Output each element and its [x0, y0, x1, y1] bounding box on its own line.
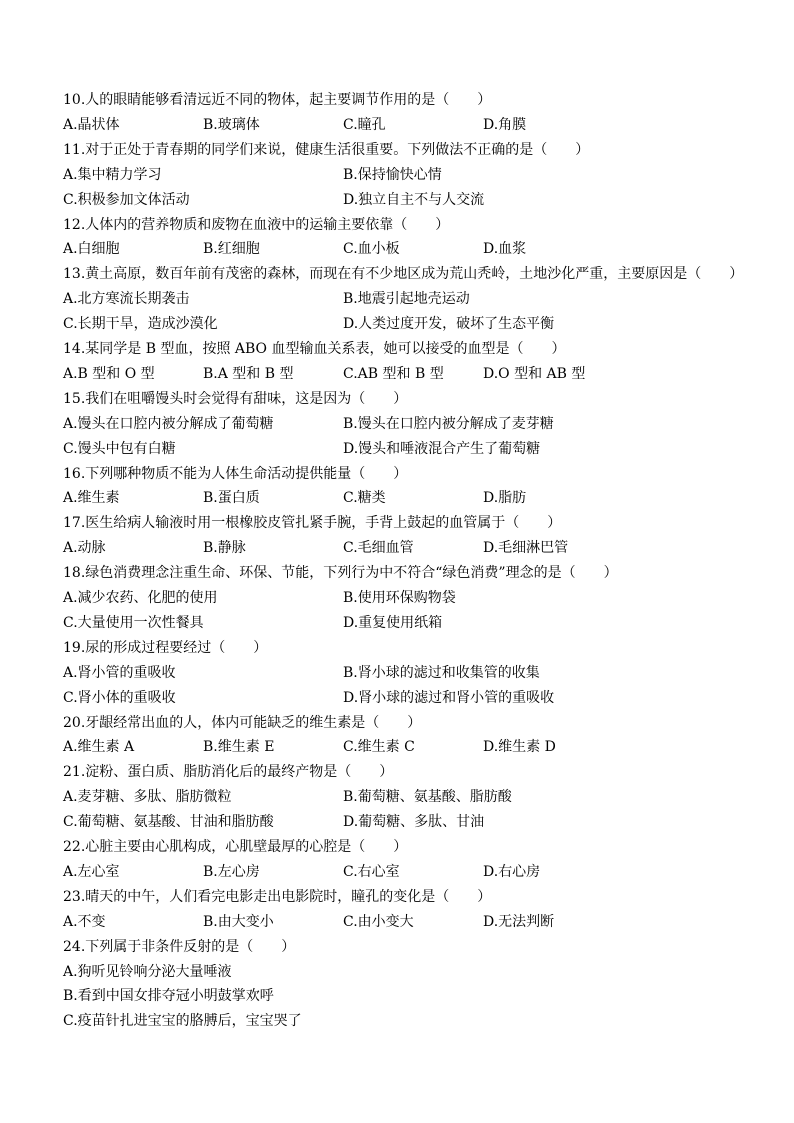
option: A.左心室 [63, 863, 120, 880]
option: B.肾小球的滤过和收集管的收集 [343, 664, 540, 681]
options-row [63, 962, 763, 982]
option: A.馒头在口腔内被分解成了葡萄糖 [63, 415, 274, 432]
options-row [63, 588, 763, 608]
option: A.维生素 [63, 490, 120, 507]
option: C.右心室 [343, 863, 400, 880]
option: D.无法判断 [483, 913, 555, 930]
option: D.葡萄糖、多肽、甘油 [343, 814, 485, 831]
option: B.葡萄糖、氨基酸、脂肪酸 [343, 789, 512, 806]
option: A.麦芽糖、多肽、脂肪微粒 [63, 789, 232, 806]
question-stem: 10.人的眼睛能够看清远近不同的物体，起主要调节作用的是（ ） [63, 92, 492, 108]
option: A.B 型和 O 型 [63, 365, 155, 382]
option: D.馒头和唾液混合产生了葡萄糖 [343, 440, 541, 457]
options-row [63, 613, 763, 633]
options-row [63, 538, 763, 558]
option: D.脂肪 [483, 490, 527, 507]
options-row [63, 439, 763, 459]
option: A.维生素 A [63, 739, 135, 756]
question-stem: 23.晴天的中午，人们看完电影走出电影院时，瞳孔的变化是（ ） [63, 888, 492, 905]
options-row [63, 165, 763, 185]
options-row [63, 787, 763, 807]
option: A.白细胞 [63, 241, 120, 258]
options-row [63, 289, 763, 309]
option: C.瞳孔 [343, 116, 386, 133]
options-row [63, 488, 763, 508]
option: B.馒头在口腔内被分解成了麦芽糖 [343, 415, 554, 432]
option: B.A 型和 B 型 [203, 365, 294, 382]
option: D.毛细淋巴管 [483, 540, 569, 557]
option: C.毛细血管 [343, 540, 414, 557]
option: B.左心房 [203, 863, 260, 880]
options-row [63, 688, 763, 708]
option: A.肾小管的重吸收 [63, 664, 176, 681]
options-row [63, 239, 763, 259]
options-row [63, 862, 763, 882]
option: C.长期干旱，造成沙漠化 [63, 316, 218, 333]
option: C.葡萄糖、氨基酸、甘油和脂肪酸 [63, 814, 274, 831]
option: C.维生素 C [343, 739, 415, 756]
options-row [63, 115, 763, 135]
option: D.独立自主不与人交流 [343, 191, 485, 208]
options-row [63, 190, 763, 210]
question-stem: 11.对于正处于青春期的同学们来说，健康生活很重要。下列做法不正确的是（ ） [63, 141, 590, 158]
option: A.狗听见铃响分泌大量唾液 [63, 963, 232, 980]
option: D.维生素 D [483, 739, 556, 756]
option: B.保持愉快心情 [343, 166, 442, 183]
option: C.疫苗针扎进宝宝的胳膊后，宝宝哭了 [63, 1013, 302, 1030]
option: D.角膜 [483, 116, 527, 133]
options-row [63, 414, 763, 434]
question-stem: 17.医生给病人输液时用一根橡胶皮管扎紧手腕，手背上鼓起的血管属于（ ） [63, 515, 562, 532]
option: D.重复使用纸箱 [343, 614, 443, 631]
question-stem: 13.黄土高原，数百年前有茂密的森林，而现在有不少地区成为荒山秃岭，土地沙化严重，主要原因是（ ） [63, 266, 744, 283]
option: B.看到中国女排夺冠小明鼓掌欢呼 [63, 988, 274, 1005]
question-stem: 20.牙龈经常出血的人，体内可能缺乏的维生素是（ ） [63, 714, 422, 731]
question-stem: 15.我们在咀嚼馒头时会觉得有甜味，这是因为（ ） [63, 390, 408, 407]
option: B.由大变小 [203, 913, 274, 930]
question-stem: 22.心脏主要由心肌构成，心肌壁最厚的心腔是（ ） [63, 839, 408, 855]
option: C.积极参加文体活动 [63, 191, 190, 208]
option: B.地震引起地壳运动 [343, 291, 470, 308]
question-stem: 19.尿的形成过程要经过（ ） [63, 639, 268, 656]
option: A.动脉 [63, 540, 106, 557]
option: B.红细胞 [203, 241, 260, 258]
option: A.晶状体 [63, 116, 120, 133]
options-row [63, 1011, 763, 1031]
option: C.肾小体的重吸收 [63, 689, 176, 706]
options-row [63, 812, 763, 832]
option: B.维生素 E [203, 739, 275, 756]
question-stem: 24.下列属于非条件反射的是（ ） [63, 938, 296, 955]
option: D.右心房 [483, 863, 541, 880]
option: C.糖类 [343, 490, 386, 507]
option: D.血浆 [483, 241, 527, 258]
option: C.馒头中包有白糖 [63, 440, 176, 457]
options-row [63, 663, 763, 683]
option: C.AB 型和 B 型 [343, 365, 444, 382]
options-row [63, 364, 763, 384]
option: D.肾小球的滤过和肾小管的重吸收 [343, 689, 555, 706]
question-stem: 12.人体内的营养物质和废物在血液中的运输主要依靠（ ） [63, 216, 450, 233]
option: C.由小变大 [343, 913, 414, 930]
option: A.不变 [63, 913, 106, 930]
option: B.静脉 [203, 540, 246, 557]
option: A.减少农药、化肥的使用 [63, 590, 218, 606]
question-stem: 14.某同学是 B 型血，按照 ABO 血型输血关系表，她可以接受的血型是（ ） [63, 341, 566, 357]
option: A.集中精力学习 [63, 166, 162, 183]
options-row [63, 912, 763, 932]
question-stem: 16.下列哪种物质不能为人体生命活动提供能量（ ） [63, 465, 408, 482]
options-row [63, 737, 763, 757]
option: B.蛋白质 [203, 490, 260, 507]
question-stem: 21.淀粉、蛋白质、脂肪消化后的最终产物是（ ） [63, 764, 394, 781]
option: B.使用环保购物袋 [343, 590, 456, 606]
option: A.北方寒流长期袭击 [63, 291, 190, 308]
option: C.血小板 [343, 241, 400, 258]
option: B.玻璃体 [203, 116, 260, 133]
question-stem: 18.绿色消费理念注重生命、环保、节能，下列行为中不符合“绿色消费”理念的是（ ） [63, 565, 618, 582]
options-row [63, 986, 763, 1006]
options-row [63, 314, 763, 334]
option: D.O 型和 AB 型 [483, 365, 586, 382]
option: D.人类过度开发，破坏了生态平衡 [343, 316, 555, 333]
option: C.大量使用一次性餐具 [63, 614, 204, 631]
